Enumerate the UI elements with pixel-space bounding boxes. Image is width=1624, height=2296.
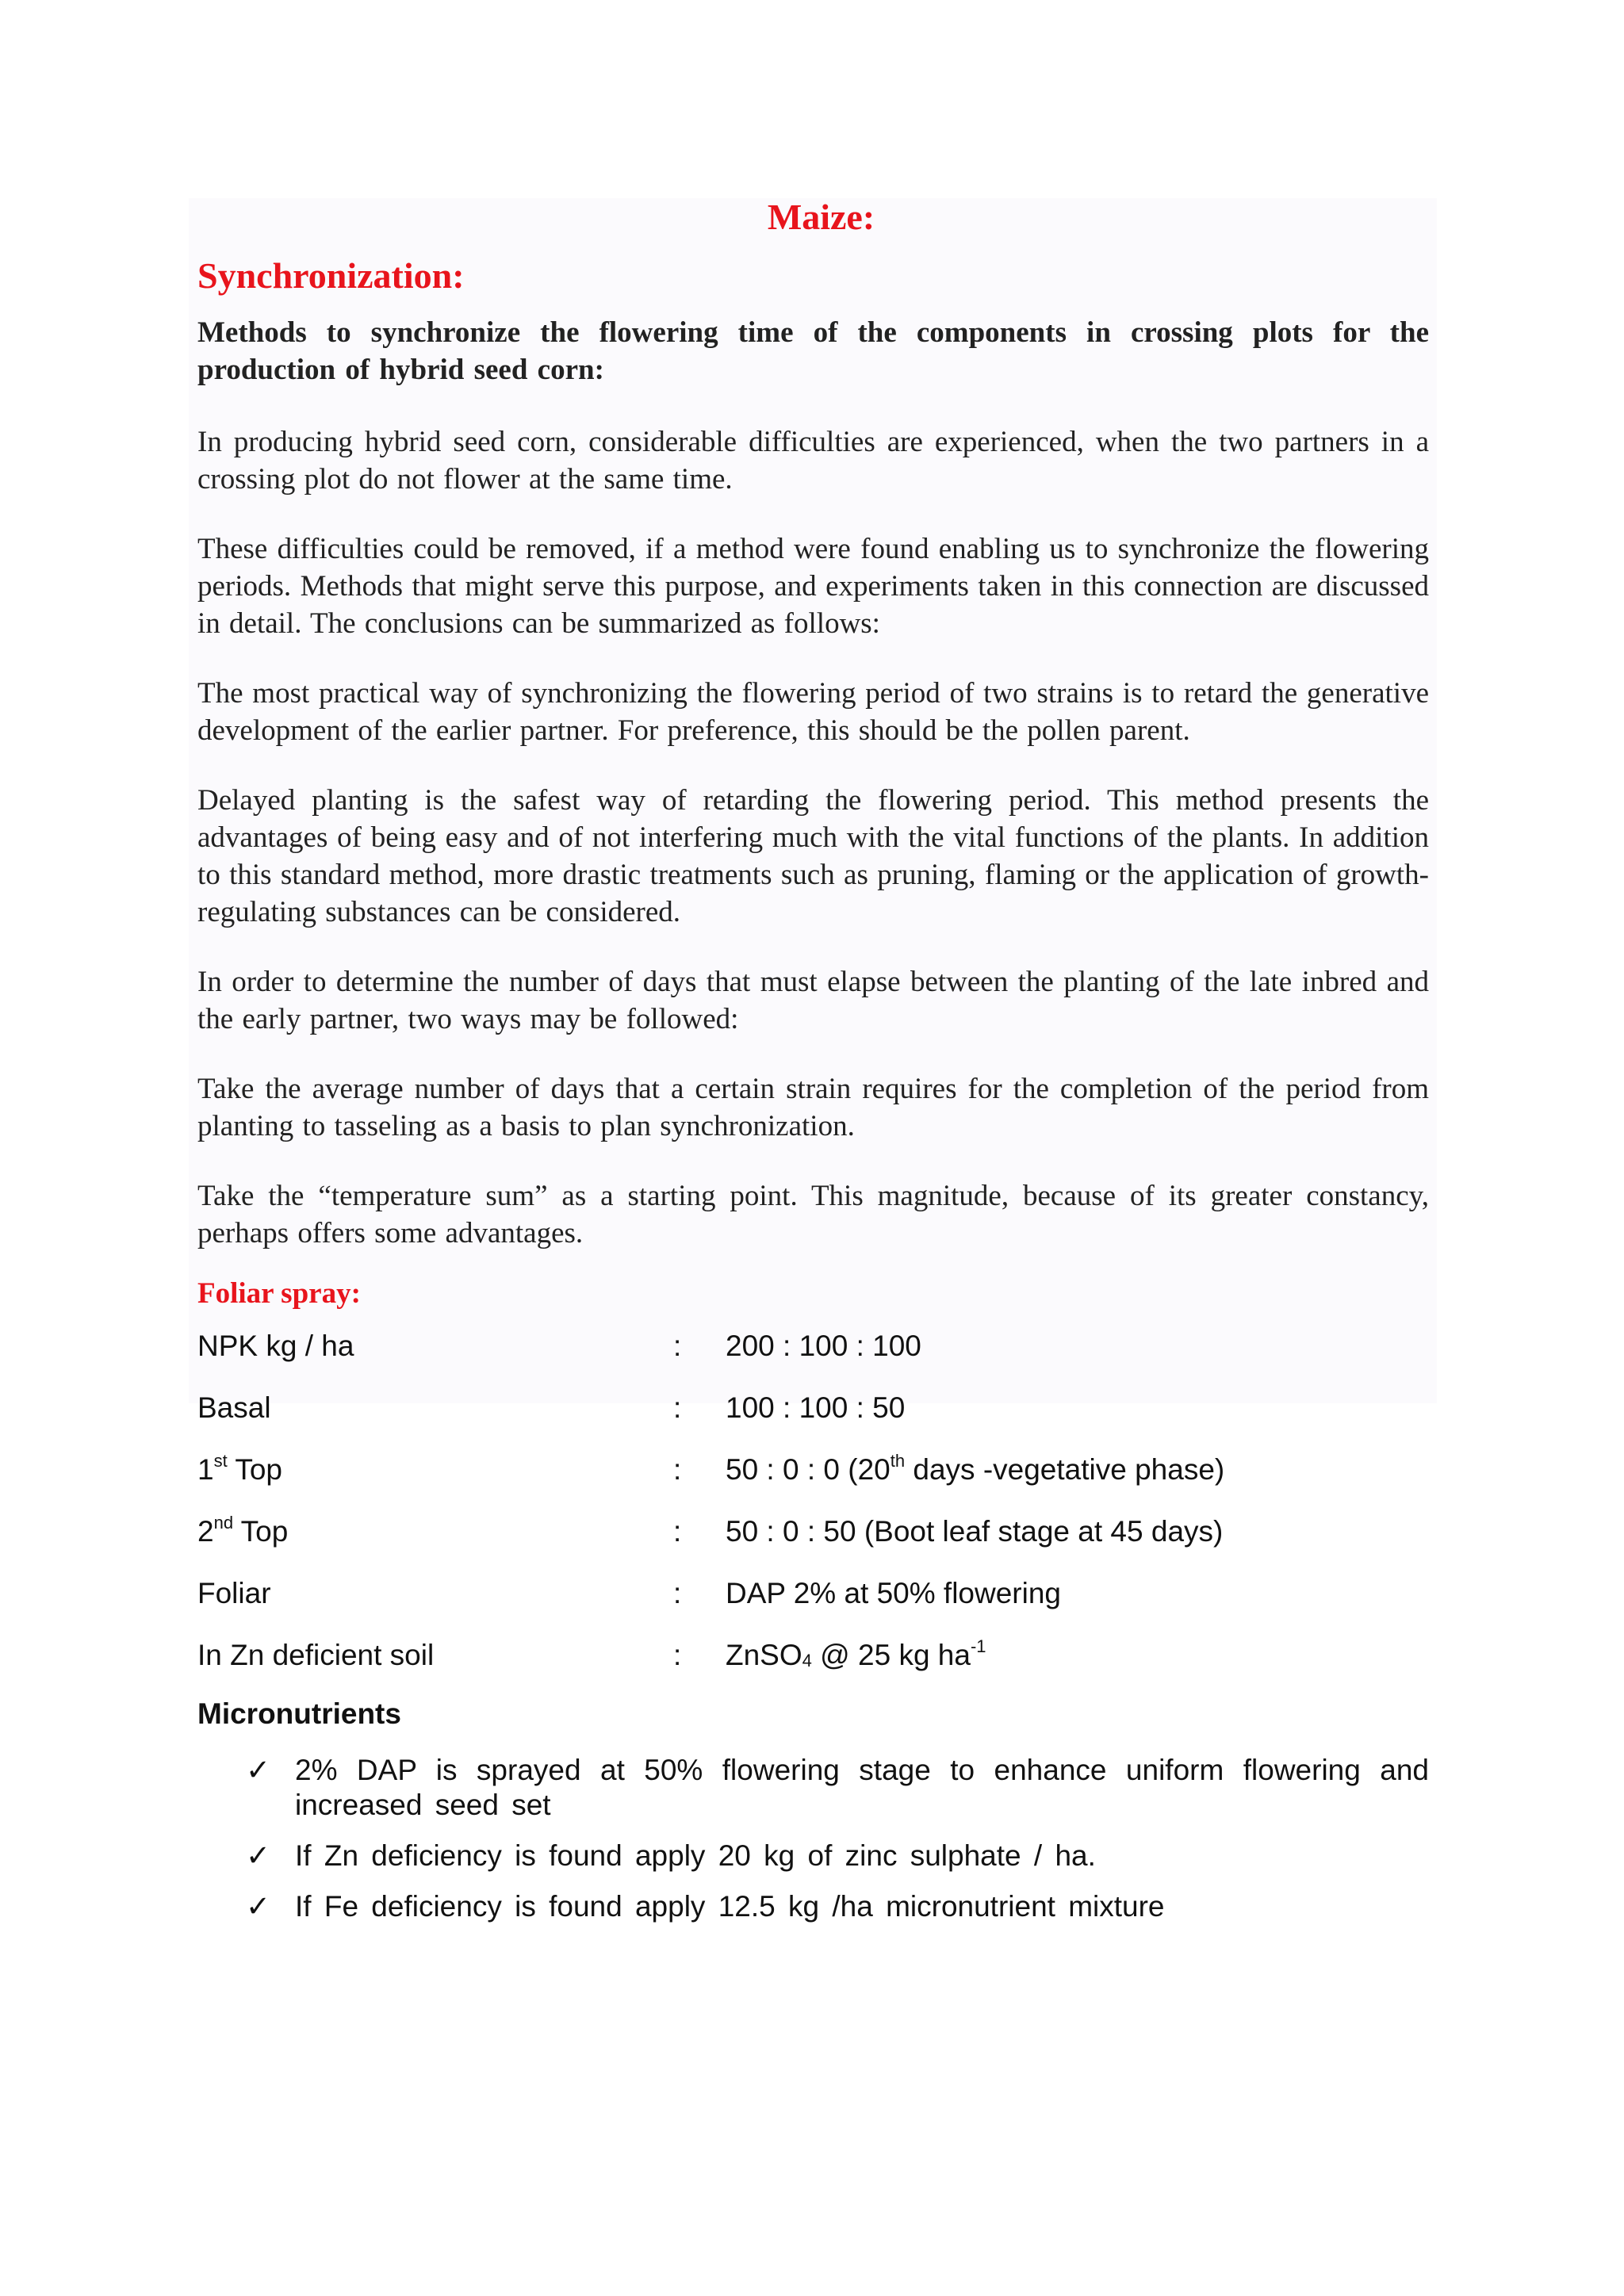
- table-row-first-top: [197, 1453, 1429, 1515]
- row-label: NPK kg / ha: [197, 1330, 354, 1362]
- foliar-spray-heading: Foliar spray:: [197, 1277, 361, 1310]
- lead-heading: Methods to synchronize the flowering time of the components in crossing plots for the production of hybrid seed corn:: [197, 316, 1429, 386]
- table-row-npk: [197, 1330, 1429, 1391]
- checkmark-icon: ✓: [246, 1839, 271, 1872]
- row-value: 200 : 100 : 100: [726, 1330, 921, 1362]
- row-value: DAP 2% at 50% flowering: [726, 1577, 1061, 1609]
- section-heading: Synchronization:: [197, 255, 465, 296]
- row-value: 50 : 0 : 0 (20th days -vegetative phase): [726, 1451, 1225, 1486]
- row-label: Foliar: [197, 1577, 271, 1609]
- table-row-basal: [197, 1391, 1429, 1453]
- micronutrient-list: [197, 1753, 1429, 1924]
- row-label: In Zn deficient soil: [197, 1639, 435, 1671]
- document-body: [197, 190, 1429, 1940]
- checkmark-icon: ✓: [246, 1890, 271, 1923]
- checkmark-icon: ✓: [246, 1754, 271, 1786]
- row-separator: :: [673, 1515, 682, 1548]
- fertilizer-table: [197, 1330, 1429, 1701]
- row-separator: :: [673, 1639, 682, 1671]
- table-row-foliar: [197, 1577, 1429, 1639]
- row-value: 100 : 100 : 50: [726, 1391, 906, 1424]
- paragraph: Delayed planting is the safest way of retarding the flowering period. This method presents the advantages of being easy and of not interfering much with the vital functions of the plants. In addition to this standard method, more drastic treatments such as pruning, flaming or the application of growth-regulating substances can be considered.: [197, 784, 1429, 928]
- list-item-text: If Fe deficiency is found apply 12.5 kg /ha micronutrient mixture: [295, 1890, 1165, 1923]
- page-title: Maize:: [767, 197, 875, 237]
- list-item-text: If Zn deficiency is found apply 20 kg of zinc sulphate / ha.: [295, 1839, 1096, 1872]
- row-value: ZnSO$_4$ @ 25 kg $ha^{-1}$: [726, 1636, 986, 1671]
- row-separator: :: [673, 1577, 682, 1609]
- row-label: Basal: [197, 1391, 271, 1424]
- micronutrients-heading: Micronutrients: [197, 1697, 401, 1730]
- row-separator: :: [673, 1453, 682, 1486]
- row-label: 1st Top: [197, 1451, 282, 1486]
- paragraph: In order to determine the number of days that must elapse between the planting of the late inbred and the early partner, two ways may be followed:: [197, 966, 1429, 1035]
- row-label: 2nd Top: [197, 1513, 289, 1548]
- paragraph: The most practical way of synchronizing the flowering period of two strains is to retard the generative development of the earlier partner. For preference, this should be the pollen parent.: [197, 677, 1429, 747]
- list-item: [197, 1839, 1429, 1873]
- row-separator: :: [673, 1330, 682, 1362]
- list-item: [197, 1889, 1429, 1924]
- table-row-second-top: [197, 1515, 1429, 1577]
- table-row-zn-soil: [197, 1636, 1429, 1701]
- paragraph: These difficulties could be removed, if a method were found enabling us to synchronize the flowering periods. Methods that might serve this purpose, and experiments taken in this connection are discussed in detail. The conclusions can be summarized as follows:: [197, 533, 1429, 640]
- row-value: 50 : 0 : 50 (Boot leaf stage at 45 days): [726, 1515, 1224, 1548]
- list-item-text: 2% DAP is sprayed at 50% flowering stage to enhance uniform flowering and increased seed set: [295, 1754, 1429, 1821]
- row-separator: :: [673, 1391, 682, 1424]
- paragraph: Take the “temperature sum” as a starting point. This magnitude, because of its greater constancy, perhaps offers some advantages.: [197, 1180, 1429, 1249]
- list-item: [197, 1753, 1429, 1823]
- paragraph: In producing hybrid seed corn, considerable difficulties are experienced, when the two partners in a crossing plot do not flower at the same time.: [197, 426, 1429, 496]
- paragraph: Take the average number of days that a certain strain requires for the completion of the period from planting to tasseling as a basis to plan synchronization.: [197, 1073, 1429, 1142]
